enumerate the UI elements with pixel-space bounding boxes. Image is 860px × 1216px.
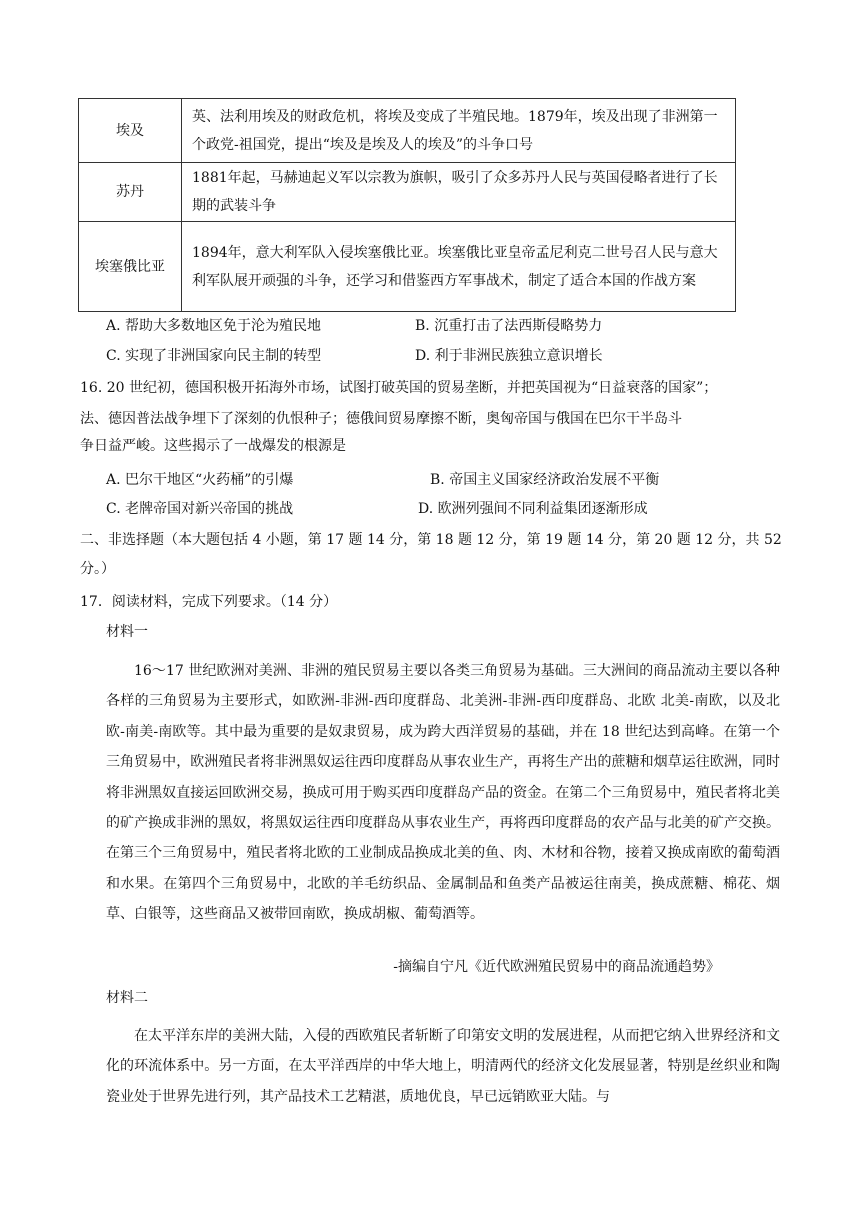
section-2-heading: 二、非选择题（本大题包括 4 小题，第 17 题 14 分，第 18 题 12 分，第 19 题 14 分，第 20 题 12 分，共 52 [80,532,782,548]
table-row [79,163,736,222]
section-2-heading-cont: 分。） [80,561,115,577]
country-cell: 埃塞俄比亚 [79,222,182,312]
q17-title: 17．阅读材料，完成下列要求。（14 分） [80,594,338,610]
q16-stem-line-1: 16. 20 世纪初，德国积极开拓海外市场，试图打破英国的贸易垄断，并把英国视为“日益衰落的国家”； [80,380,718,396]
q16-stem-line-2: 法、德因普法战争埋下了深刻的仇恨种子；德俄间贸易摩擦不断，奥匈帝国与俄国在巴尔干半岛斗 [80,411,682,427]
material-1-source: -摘编自宁凡《近代欧洲殖民贸易中的商品流通趋势》 [393,959,720,975]
q16-option-d: D. 欧洲列强间不同利益集团逐渐形成 [418,501,648,517]
material-1-label: 材料一 [106,624,148,640]
q15-option-d: D. 利于非洲民族独立意识增长 [415,348,603,364]
q16-option-a: A. 巴尔干地区“火药桶”的引爆 [106,472,294,488]
table-row [79,99,736,163]
description-cell: 1894年，意大利军队入侵埃塞俄比亚。埃塞俄比亚皇帝孟尼利克二世号召人民与意大利军队展开顽强的斗争，还学习和借鉴西方军事战术，制定了适合本国的作战方案 [182,222,736,312]
q16-option-b: B. 帝国主义国家经济政治发展不平衡 [430,472,660,488]
material-2-label: 材料二 [106,990,148,1006]
q15-option-c: C. 实现了非洲国家向民主制的转型 [106,348,322,364]
table-row [79,222,736,312]
country-cell: 埃及 [79,99,182,163]
description-cell: 英、法利用埃及的财政危机，将埃及变成了半殖民地。1879年，埃及出现了非洲第一个政党-祖国党，提出“埃及是埃及人的埃及”的斗争口号 [182,99,736,163]
country-cell: 苏丹 [79,163,182,222]
q15-option-a: A. 帮助大多数地区免于沦为殖民地 [106,318,322,334]
material-1-text: 16～17 世纪欧洲对美洲、非洲的殖民贸易主要以各类三角贸易为基础。三大洲间的商品流动主要以各种各样的三角贸易为主要形式，如欧洲-非洲-西印度群岛、北美洲-非洲-西印度群岛、北欧 北美-南欧，以及北欧-南美-南欧等。其中最为重要的是奴隶贸易，成为跨大西洋贸易的基础，并在 18 世纪达到高峰。在第一个三角贸易中，欧洲殖民者将非洲黑奴运往西印度群岛从事农业生产，再将生产出的蔗糖和烟草运往欧洲，同时将非洲黑奴直接运回欧洲交易，换成可用于购买西印度群岛产品的资金。在第二个三角贸易中，殖民者将北美的矿产换成非洲的黑奴，将黑奴运往西印度群岛从事农业生产，再将西印度群岛的农产品与北美的矿产交换。在第三个三角贸易中，殖民者将北欧的工业制成品换成北美的鱼、肉、木材和谷物，接着又换成南欧的葡萄酒和水果。在第四个三角贸易中，北欧的羊毛纺织品、金属制品和鱼类产品被运往南美，换成蔗糖、棉花、烟草、白银等，这些商品又被带回南欧，换成胡椒、葡萄酒等。 [106,663,780,923]
african-resistance-table [78,98,736,312]
material-2-text: 在太平洋东岸的美洲大陆，入侵的西欧殖民者斩断了印第安文明的发展进程，从而把它纳入世界经济和文化的环流体系中。另一方面，在太平洋西岸的中华大地上，明清两代的经济文化发展显著，特别是丝织业和陶瓷业处于世界先进行列，其产品技术工艺精湛，质地优良，早已远销欧亚大陆。与 [106,1028,780,1105]
description-cell: 1881年起，马赫迪起义军以宗教为旗帜，吸引了众多苏丹人民与英国侵略者进行了长期的武装斗争 [182,163,736,222]
q15-option-b: B. 沉重打击了法西斯侵略势力 [415,318,603,334]
q16-option-c: C. 老牌帝国对新兴帝国的挑战 [106,501,294,517]
q16-stem-line-3: 争日益严峻。这些揭示了一战爆发的根源是 [80,438,346,454]
